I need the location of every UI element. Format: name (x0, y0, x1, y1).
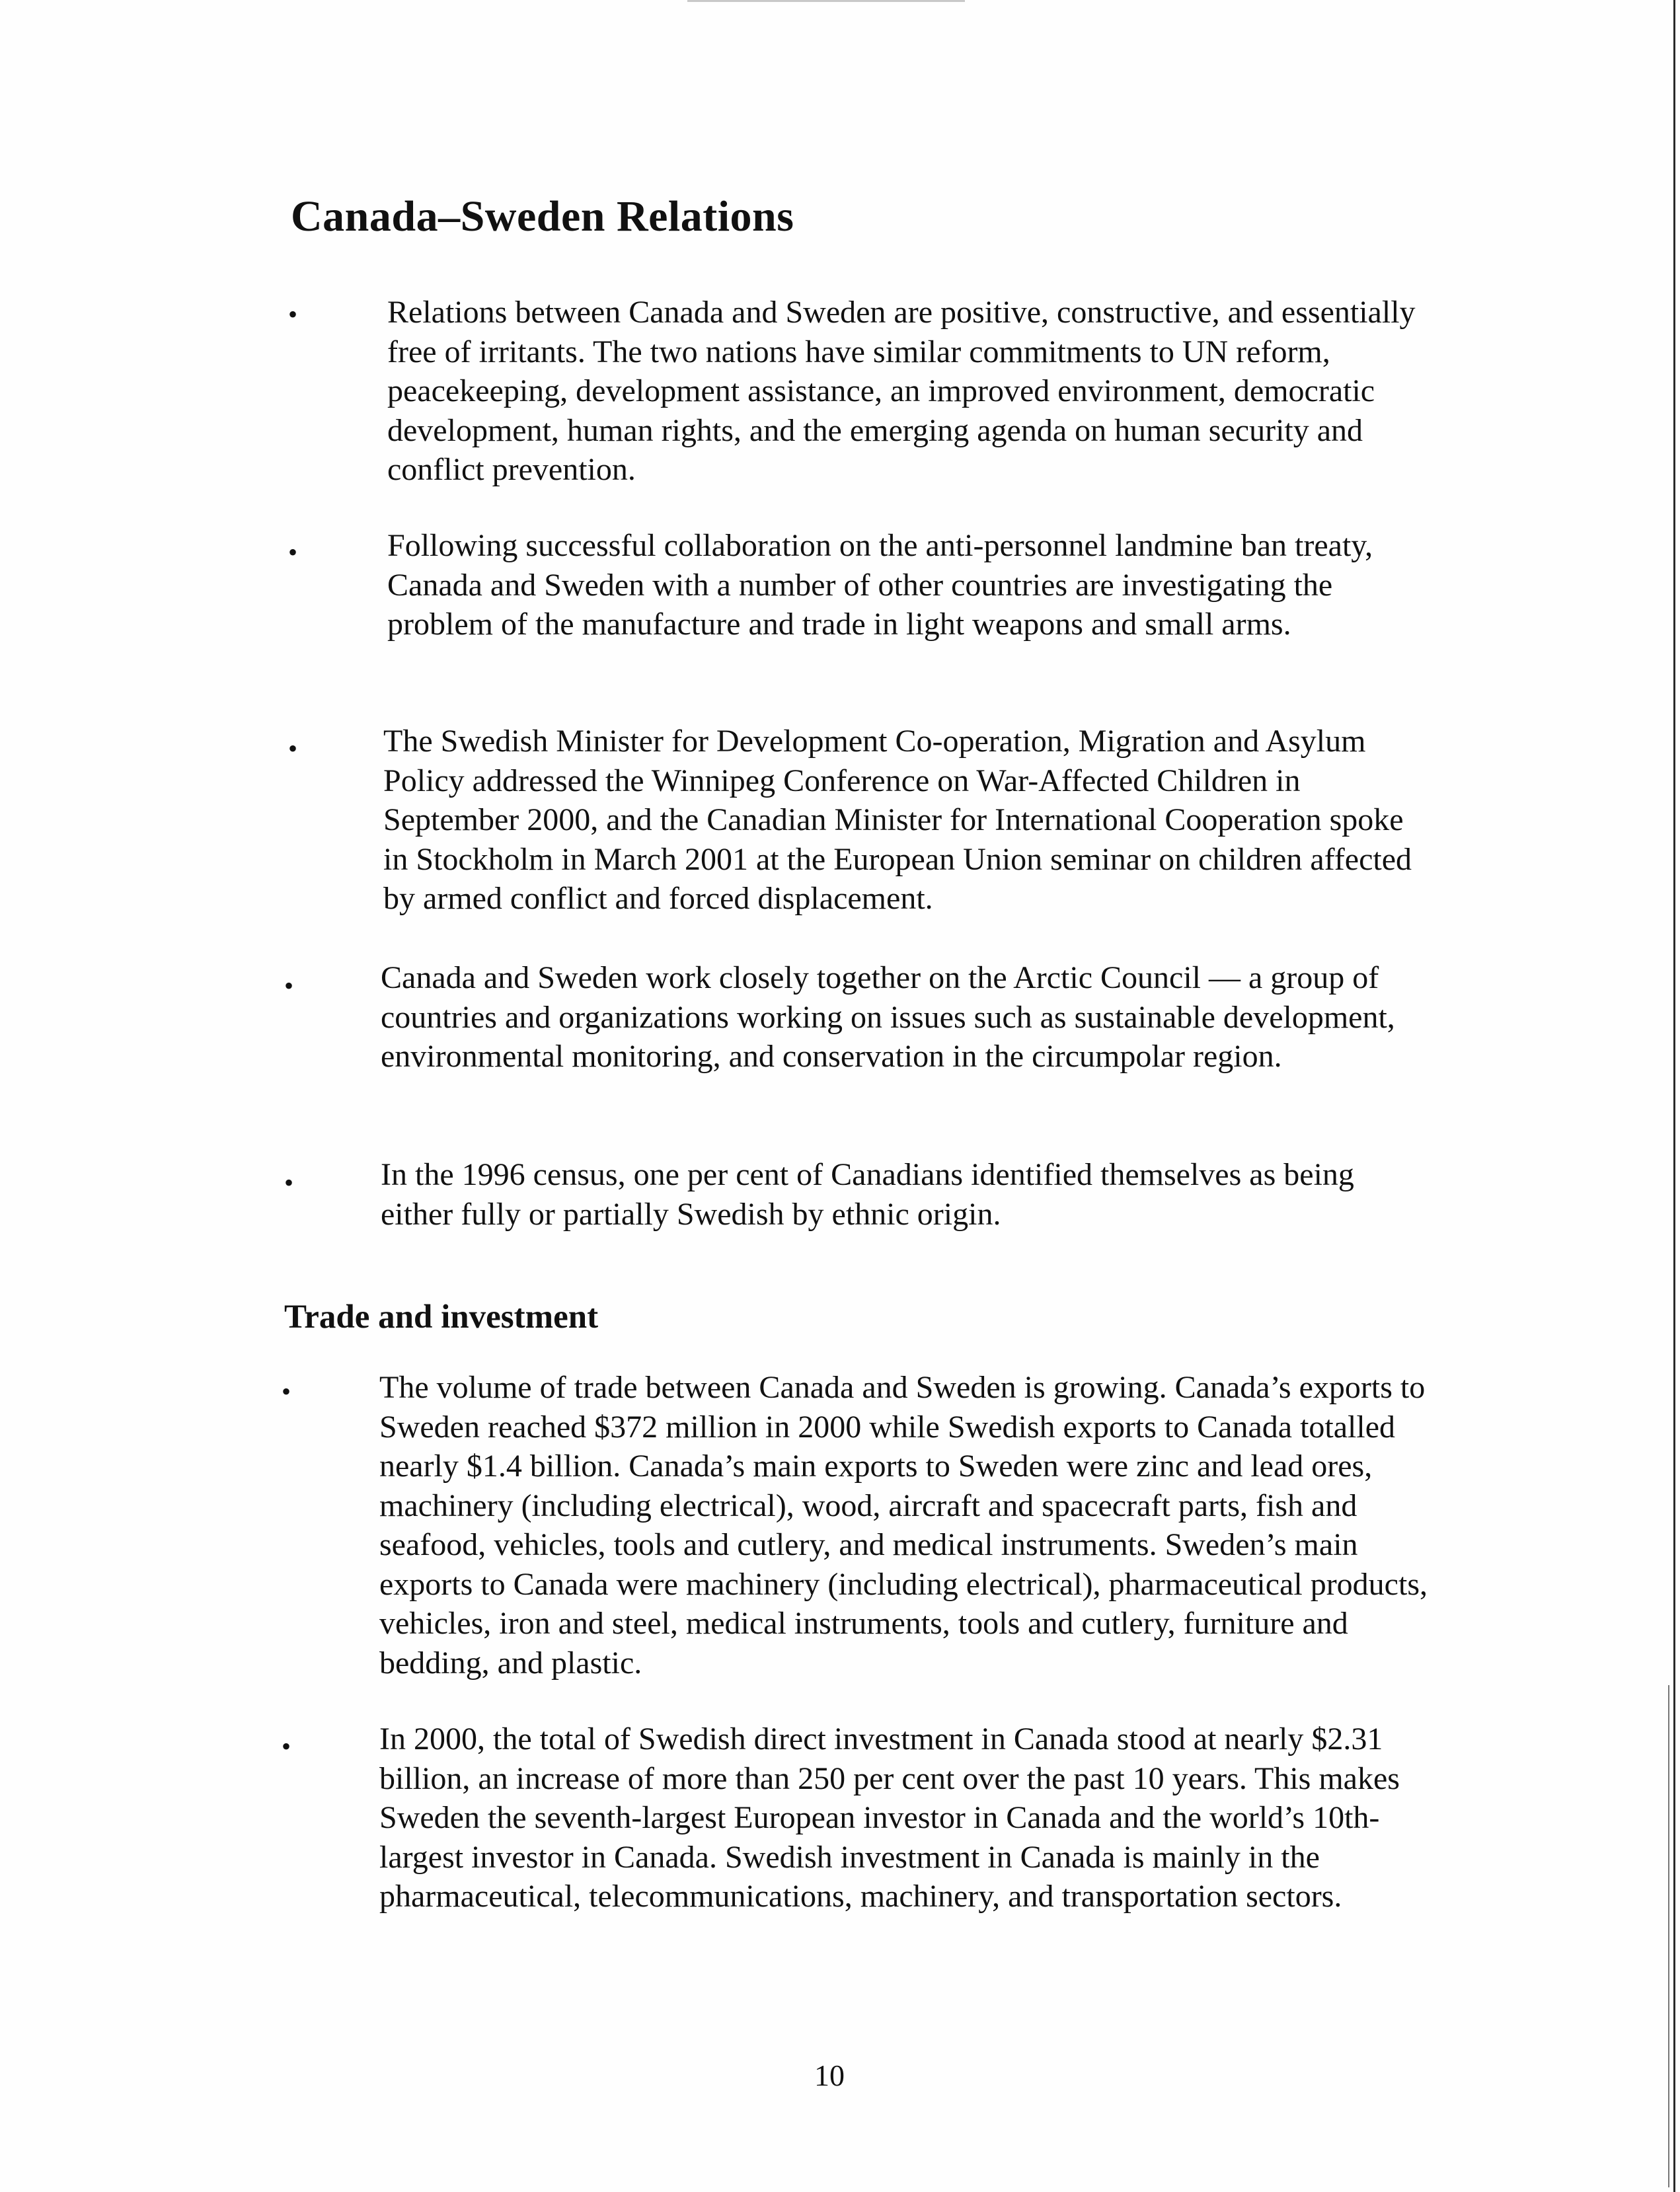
bullet-marker: • (284, 1168, 294, 1197)
bullet-text: The volume of trade between Canada and Sweden is growing. Canada’s exports to Sweden reached $372 million in 2000 while Swedish exports to Canada totalled nearly $1.4 billion. Canada’s main exports to Sweden were zinc and lead ores, machinery (including electrical), wood, aircraft and spacecraft parts, fish and seafood, vehicles, tools and cutlery, and medical instruments. Sweden’s main exports to Canada were machinery (including electrical), pharmaceutical products, vehicles, iron and steel, medical instruments, tools and cutlery, furniture and bedding, and plastic. (379, 1370, 1428, 1681)
page-title: Canada–Sweden Relations (291, 192, 794, 241)
bullet-marker: • (282, 1377, 291, 1406)
bullet-text: In the 1996 census, one per cent of Canadians identified themselves as being either fully or partially Swedish by ethnic origin. (381, 1157, 1354, 1232)
bullet-marker: • (284, 971, 294, 1001)
bullet-marker: • (288, 734, 298, 763)
bullet-text: Following successful collaboration on the anti-personnel landmine ban treaty, Canada and Sweden with a number of other countries are investigating the problem of the manufacture and trade in light weapons and small arms. (387, 528, 1373, 642)
bullet-marker: • (282, 1731, 291, 1761)
bullet-text: Relations between Canada and Sweden are positive, constructive, and essentially free of irritants. The two nations have similar commitments to UN reform, peacekeeping, development assistance, an improved environment, democratic development, human rights, and the emerging agenda on human security and conflict prevention. (387, 295, 1416, 487)
scan-artifact-right-edge-lower (1668, 1685, 1669, 2187)
scan-artifact-right-edge (1673, 0, 1675, 2192)
bullet-text: The Swedish Minister for Development Co-operation, Migration and Asylum Policy addressed the Winnipeg Conference on War-Affected Children in September 2000, and the Canadian Minister for International Cooperation spoke in Stockholm in March 2001 at the European Union seminar on children affected by armed conflict and forced displacement. (383, 724, 1412, 916)
bullet-text: In 2000, the total of Swedish direct investment in Canada stood at nearly $2.31 billion, an increase of more than 250 per cent over the past 10 years. This makes Sweden the seventh-largest European investor in Canada and the world’s 10th-largest investor in Canada. Swedish investment in Canada is mainly in the pharmaceutical, telecommunications, machinery, and transportation sectors. (379, 1721, 1400, 1914)
bullet-marker: • (288, 537, 298, 567)
bullet-marker: • (288, 299, 298, 329)
page-number: 10 (814, 2059, 845, 2092)
bullet-text: Canada and Sweden work closely together on the Arctic Council — a group of countries and organizations working on issues such as sustainable development, environmental monitoring, and conservation in the circumpolar region. (381, 960, 1395, 1074)
scan-artifact-top-line (687, 0, 965, 2)
section-heading: Trade and investment (284, 1299, 599, 1336)
